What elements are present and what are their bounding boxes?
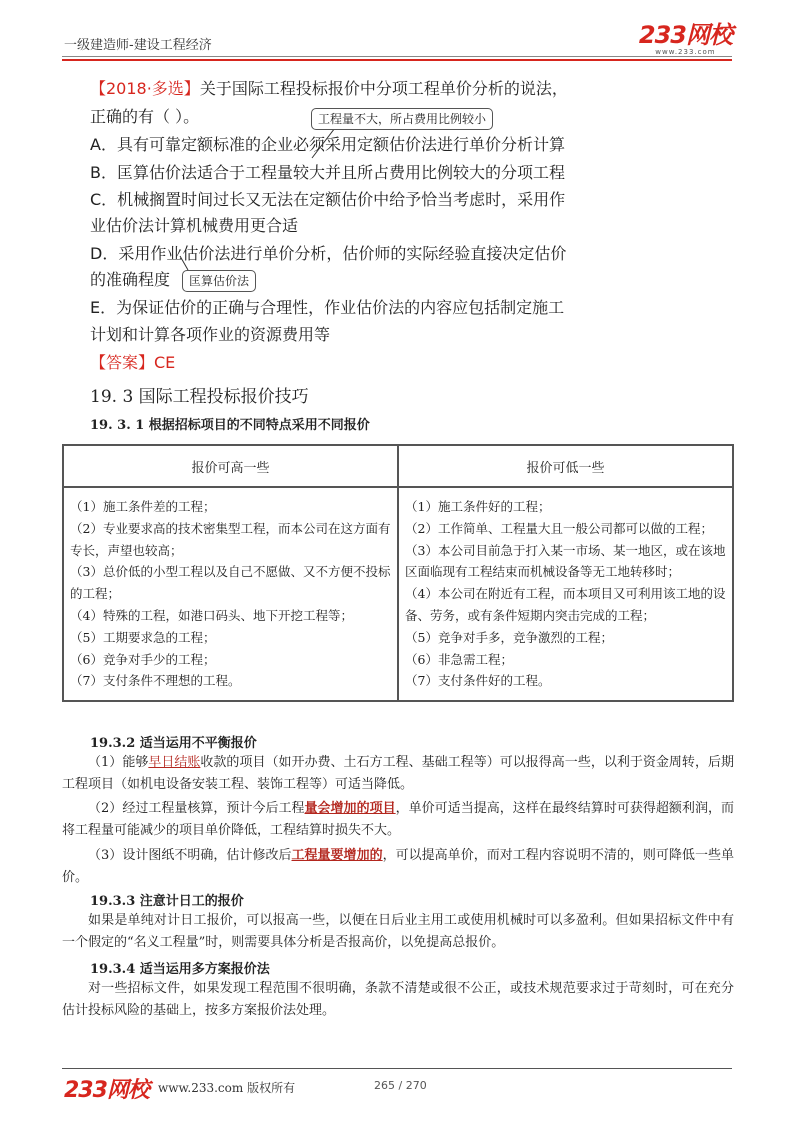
subsection-title-2: 19.3.2 适当运用不平衡报价 bbox=[90, 736, 257, 751]
option-c-line1: C．机械搁置时间过长又无法在定额估价中给予恰当考虑时，采用作 bbox=[90, 190, 566, 209]
option-e-line2: 计划和计算各项作业的资源费用等 bbox=[90, 325, 331, 344]
table-cell-high bbox=[63, 487, 398, 701]
paragraph-unbalanced-2 bbox=[62, 798, 734, 842]
option-d-line1: D．采用作业估价法进行单价分析，估价师的实际经验直接决定估价 bbox=[90, 244, 567, 263]
subsection-title-4: 19.3.4 适当运用多方案报价法 bbox=[90, 962, 270, 977]
paragraph-unbalanced-3 bbox=[62, 845, 734, 889]
list-item: （3）本公司目前急于打入某一市场、某一地区，或在该地区面临现有工程结束而机械设备等无工地转移时； bbox=[405, 542, 726, 580]
list-item: （2）专业要求高的技术密集型工程，而本公司在这方面有专长，声望也较高； bbox=[70, 520, 391, 558]
para-text: ，可以提高单价，而对工程内容说明不清的，则可降低一些单价。 bbox=[62, 848, 734, 885]
footer-divider bbox=[62, 1068, 732, 1069]
brand-logo-text: 233网校 bbox=[638, 21, 732, 49]
list-item: （1）施工条件好的工程； bbox=[405, 499, 551, 514]
list-item: （1）施工条件差的工程； bbox=[70, 499, 216, 514]
list-item: （5）竞争对手多，竞争激烈的工程； bbox=[405, 629, 613, 645]
para-text: ，单价可适当提高，这样在最终结算时可获得超额利润，而将工程量可能减少的项目单价降低，工程结算时损失不大。 bbox=[62, 801, 734, 838]
question-stem-line2: 正确的有（ ）。 bbox=[90, 107, 200, 126]
para-text: 收款的项目（如开办费、土石方工程、基础工程等）可以报得高一些，以利于资金周转，后期工程项目（如机电设备安装工程、装饰工程等）可适当降低。 bbox=[62, 755, 734, 792]
highlight-text: 早日结账 bbox=[148, 755, 201, 770]
table-header-high: 报价可高一些 bbox=[63, 445, 398, 487]
question-stem-text: 关于国际工程投标报价中分项工程单价分析的说法， bbox=[199, 79, 568, 98]
section-title: 19. 3 国际工程投标报价技巧 bbox=[90, 387, 309, 407]
highlight-text: 工程量要增加的 bbox=[291, 848, 383, 863]
list-item: （5）工期要求急的工程； bbox=[70, 629, 216, 645]
list-item: （7）支付条件不理想的工程。 bbox=[70, 673, 241, 689]
para-text: （2）经过工程量核算，预计今后工程 bbox=[88, 801, 305, 816]
callout-note-b: 工程量不大，所占费用比例较小 bbox=[311, 108, 493, 130]
quote-strategy-table bbox=[62, 444, 734, 702]
option-c-line2: 业估价法计算机械费用更合适 bbox=[90, 216, 299, 235]
list-item: （2）工作简单、工程量大且一般公司都可以做的工程； bbox=[405, 520, 713, 536]
footer-copyright: www.233.com 版权所有 bbox=[158, 1081, 296, 1095]
callout-pointers bbox=[0, 0, 800, 400]
list-item: （6）非急需工程； bbox=[405, 651, 513, 667]
brand-logo-url: www.233.com bbox=[655, 48, 716, 56]
table-cell-low bbox=[398, 487, 733, 701]
paragraph-dayworks: 如果是单纯对计日工报价，可以报高一些，以便在日后业主用工或使用机械时可以多盈利。但如果招标文件中有一个假定的“名义工程量”时，则需要具体分析是否报高价，以免提高总报价。 bbox=[62, 913, 734, 950]
para-text: （3）设计图纸不明确，估计修改后 bbox=[88, 848, 292, 863]
option-a: A．具有可靠定额标准的企业必须采用定额估价法进行单价分析计算 bbox=[90, 135, 565, 154]
list-item: （3）总价低的小型工程以及自己不愿做、又不方便不投标的工程； bbox=[70, 564, 391, 602]
table-header-low: 报价可低一些 bbox=[398, 445, 733, 487]
subsection-title-3: 19.3.3 注意计日工的报价 bbox=[90, 894, 244, 909]
page-number: 265 / 270 bbox=[374, 1079, 427, 1092]
option-b: B．匡算估价法适合于工程量较大并且所占费用比例较大的分项工程 bbox=[90, 163, 565, 182]
paragraph-unbalanced-1 bbox=[62, 752, 734, 796]
highlight-text: 量会增加的项目 bbox=[304, 801, 396, 816]
list-item: （4）本公司在附近有工程，而本项目又可利用该工地的设备、劳务，或有条件短期内突击完成的工程； bbox=[405, 586, 726, 623]
list-item: （7）支付条件好的工程。 bbox=[405, 673, 551, 689]
option-e-line1: E．为保证估价的正确与合理性，作业估价法的内容应包括制定施工 bbox=[90, 298, 565, 317]
subsection-title-1: 19. 3. 1 根据招标项目的不同特点采用不同报价 bbox=[90, 418, 370, 433]
paragraph-multi-scheme: 对一些招标文件，如果发现工程范围不很明确，条款不清楚或很不公正，或技术规范要求过于苛刻时，可在充分估计投标风险的基础上，按多方案报价法处理。 bbox=[62, 981, 734, 1018]
para-text: （1）能够 bbox=[88, 755, 149, 770]
header-title: 一级建造师-建设工程经济 bbox=[64, 38, 212, 53]
answer: 【答案】CE bbox=[90, 353, 176, 372]
callout-note-d: 匡算估价法 bbox=[182, 270, 256, 292]
option-d-line2: 的准确程度 bbox=[90, 270, 171, 289]
question-tag: 【2018·多选】 bbox=[90, 79, 200, 98]
list-item: （6）竞争对手少的工程； bbox=[70, 651, 216, 667]
callout-d-pointer bbox=[180, 256, 188, 270]
list-item: （4）特殊的工程，如港口码头、地下开挖工程等； bbox=[70, 607, 353, 623]
footer-logo[interactable]: 233网校 bbox=[64, 1078, 149, 1103]
